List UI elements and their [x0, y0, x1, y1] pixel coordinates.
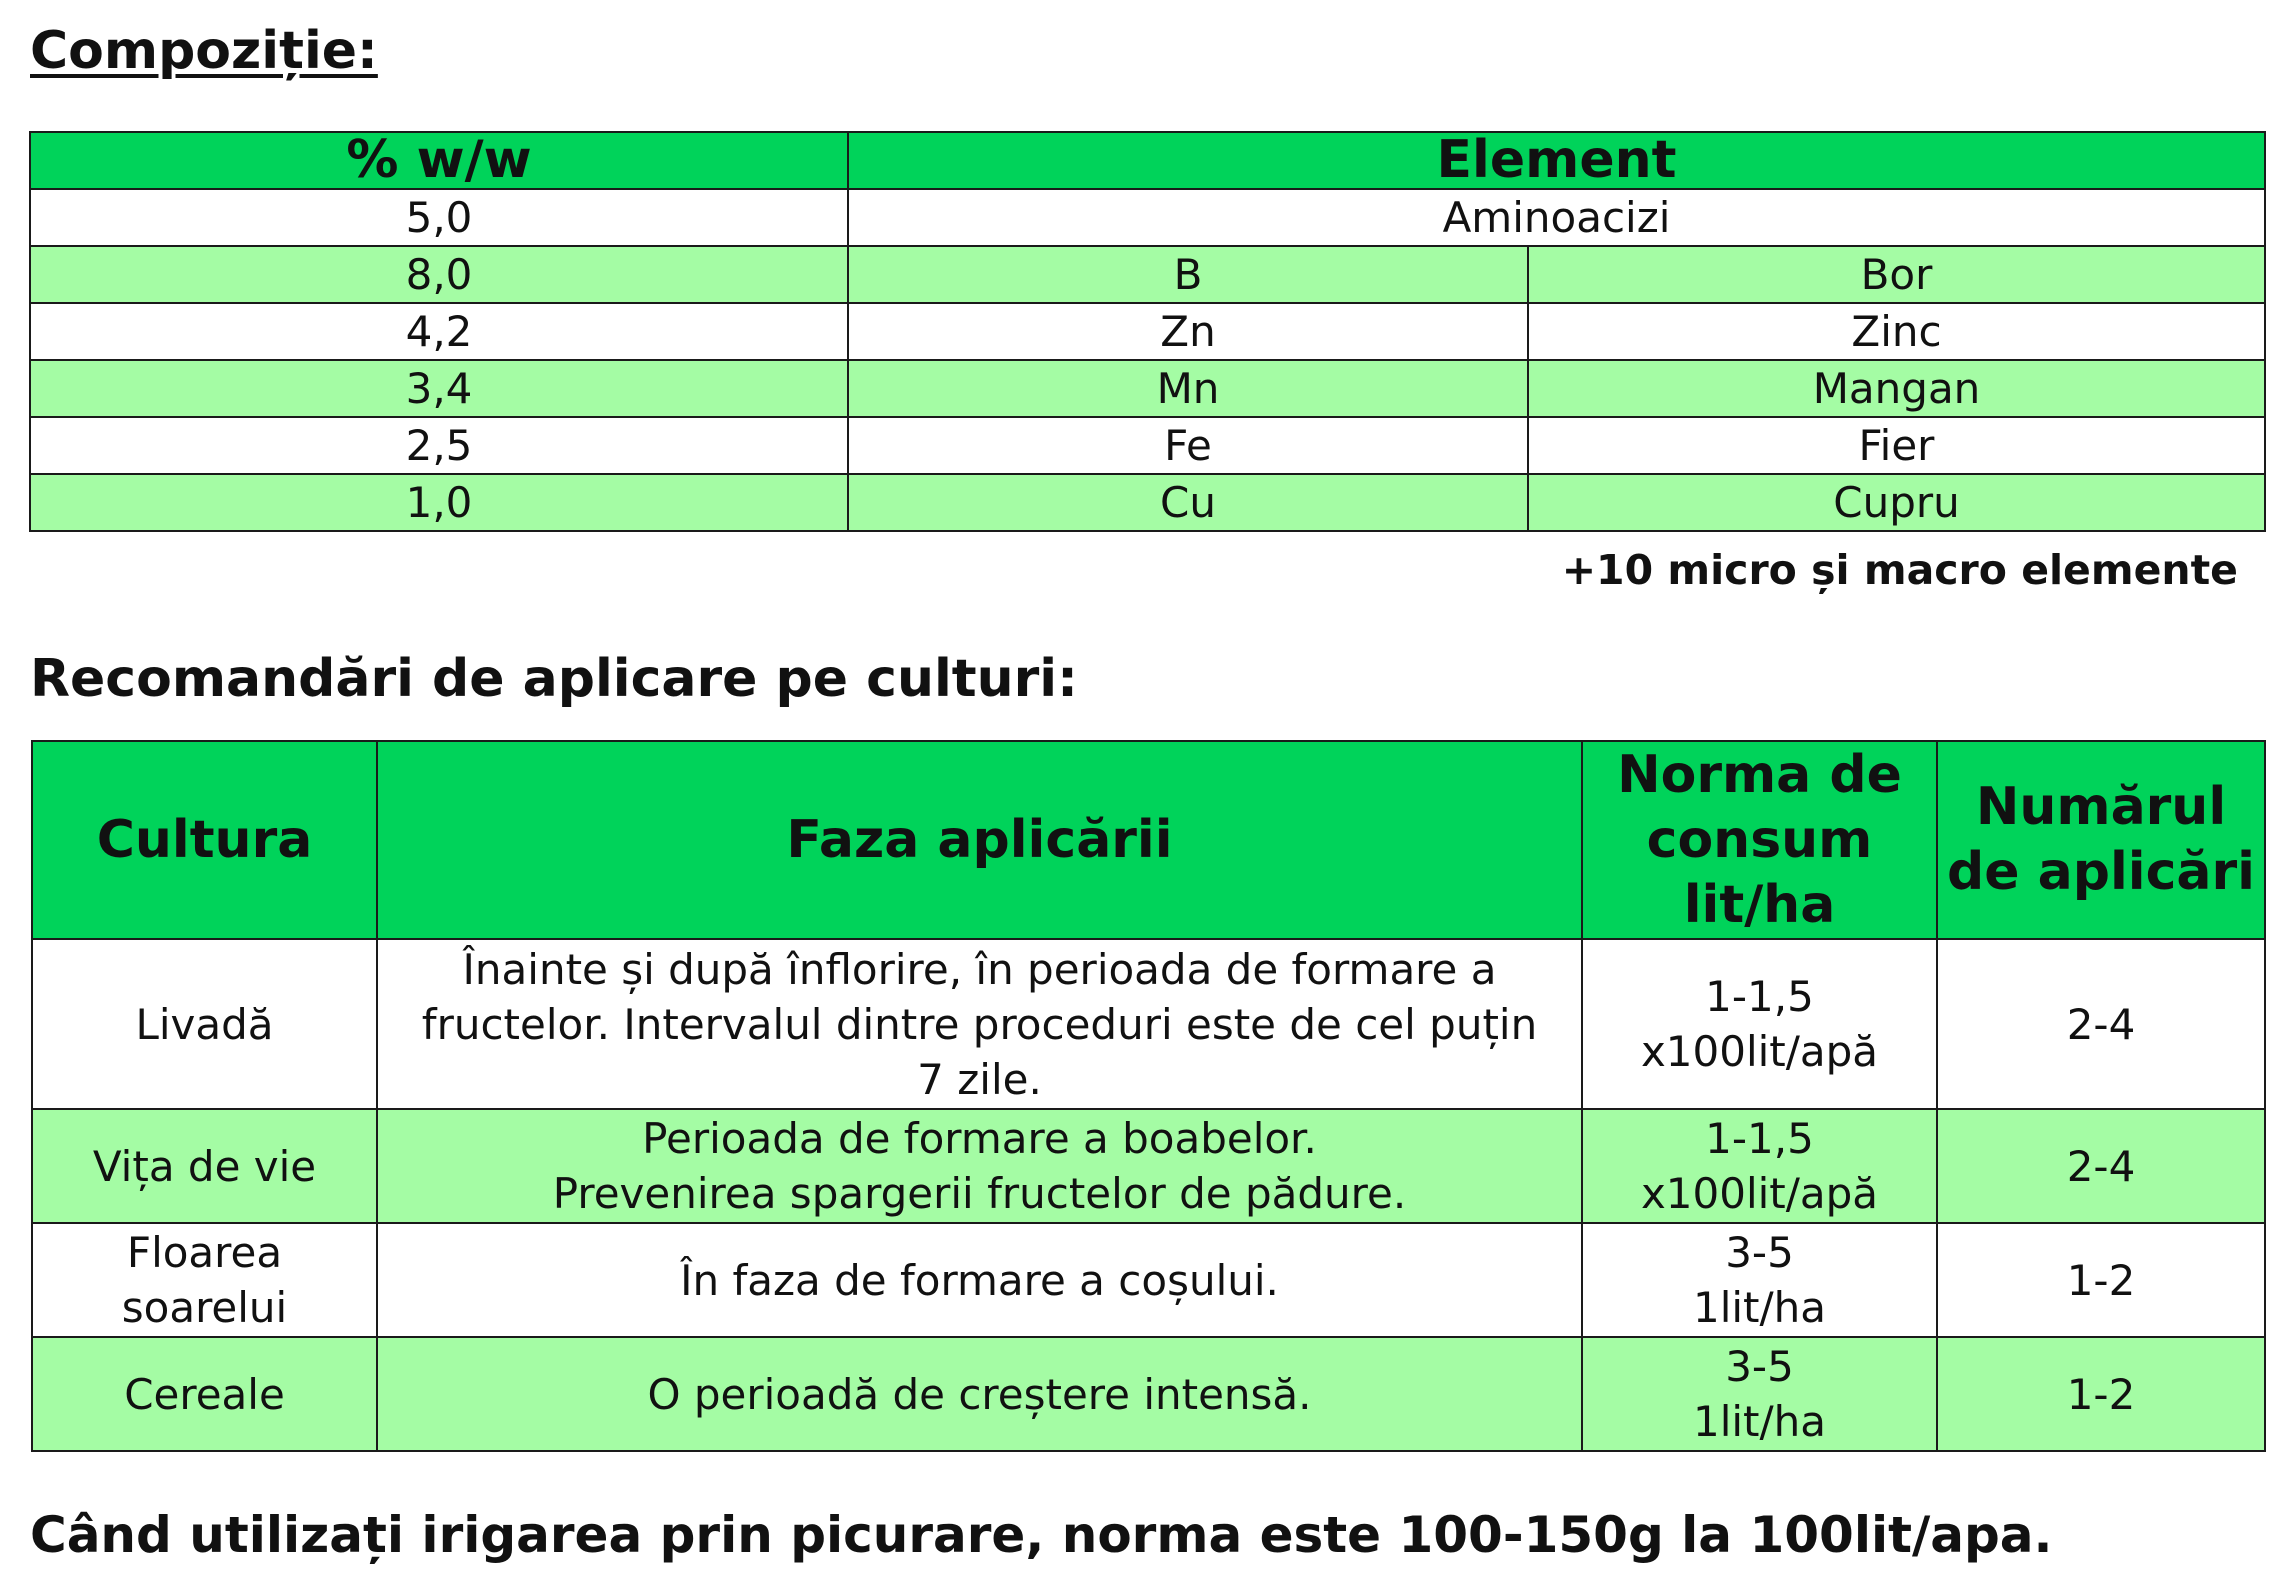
- element-name-cell: Aminoacizi: [848, 189, 2265, 246]
- rate-value: 1-1,5: [1705, 972, 1814, 1021]
- element-symbol-cell: B: [848, 246, 1528, 303]
- crop-cell: Floarea soarelui: [32, 1223, 377, 1337]
- rate-unit: x100lit/apă: [1640, 1027, 1879, 1076]
- composition-header-row: [30, 132, 2265, 189]
- rate-cell: [1582, 1337, 1937, 1451]
- rate-cell: [1582, 939, 1937, 1109]
- composition-row: [30, 246, 2265, 303]
- crop-cell: Vița de vie: [32, 1109, 377, 1223]
- element-name-cell: Bor: [1528, 246, 2265, 303]
- composition-row: [30, 303, 2265, 360]
- phase-column-header: Faza aplicării: [377, 741, 1582, 939]
- element-name-cell: Zinc: [1528, 303, 2265, 360]
- crop-cell: Cereale: [32, 1337, 377, 1451]
- composition-heading: Compoziție:: [30, 21, 378, 81]
- element-column-header: Element: [848, 132, 2265, 189]
- element-symbol-cell: Mn: [848, 360, 1528, 417]
- rate-value: 1-1,5: [1705, 1114, 1814, 1163]
- rate-unit: 1lit/ha: [1692, 1397, 1827, 1446]
- percent-cell: 4,2: [30, 303, 848, 360]
- rate-value: 3-5: [1725, 1342, 1794, 1391]
- recommendation-row: [32, 1109, 2265, 1223]
- phase-cell: Înainte și după înflorire, în perioada de formare a fructelor. Intervalul dintre proceduri este de cel puțin 7 zile.: [377, 939, 1582, 1109]
- composition-row: [30, 360, 2265, 417]
- element-symbol-cell: Cu: [848, 474, 1528, 531]
- composition-note: +10 micro și macro elemente: [1561, 546, 2238, 594]
- composition-row: [30, 189, 2265, 246]
- composition-table: [29, 131, 2266, 532]
- count-cell: 1-2: [1937, 1223, 2265, 1337]
- percent-cell: 1,0: [30, 474, 848, 531]
- recommendations-table: [31, 740, 2266, 1452]
- crop-column-header: Cultura: [32, 741, 377, 939]
- drip-irrigation-note: Când utilizați irigarea prin picurare, norma este 100-150g la 100lit/apa.: [30, 1506, 2053, 1564]
- count-cell: 2-4: [1937, 1109, 2265, 1223]
- percent-cell: 5,0: [30, 189, 848, 246]
- composition-row: [30, 474, 2265, 531]
- composition-row: [30, 417, 2265, 474]
- rate-column-header: Norma de consum lit/ha: [1582, 741, 1937, 939]
- recommendation-row: [32, 1223, 2265, 1337]
- crop-cell: Livadă: [32, 939, 377, 1109]
- count-column-header: Numărul de aplicări: [1937, 741, 2265, 939]
- phase-cell: [377, 1109, 1582, 1223]
- element-symbol-cell: Zn: [848, 303, 1528, 360]
- count-cell: 2-4: [1937, 939, 2265, 1109]
- phase-line: Prevenirea spargerii fructelor de pădure.: [552, 1169, 1407, 1218]
- count-cell: 1-2: [1937, 1337, 2265, 1451]
- element-name-cell: Fier: [1528, 417, 2265, 474]
- rate-cell: [1582, 1109, 1937, 1223]
- element-name-cell: Mangan: [1528, 360, 2265, 417]
- rate-unit: 1lit/ha: [1692, 1283, 1827, 1332]
- element-symbol-cell: Fe: [848, 417, 1528, 474]
- phase-line: Perioada de formare a boabelor.: [642, 1114, 1317, 1163]
- recommendations-header-row: [32, 741, 2265, 939]
- percent-column-header: % w/w: [30, 132, 848, 189]
- rate-cell: [1582, 1223, 1937, 1337]
- rate-unit: x100lit/apă: [1640, 1169, 1879, 1218]
- rate-value: 3-5: [1725, 1228, 1794, 1277]
- phase-cell: O perioadă de creștere intensă.: [377, 1337, 1582, 1451]
- recommendation-row: [32, 939, 2265, 1109]
- element-name-cell: Cupru: [1528, 474, 2265, 531]
- percent-cell: 8,0: [30, 246, 848, 303]
- recommendations-heading: Recomandări de aplicare pe culturi:: [30, 649, 1078, 709]
- recommendation-row: [32, 1337, 2265, 1451]
- phase-cell: În faza de formare a coșului.: [377, 1223, 1582, 1337]
- percent-cell: 2,5: [30, 417, 848, 474]
- percent-cell: 3,4: [30, 360, 848, 417]
